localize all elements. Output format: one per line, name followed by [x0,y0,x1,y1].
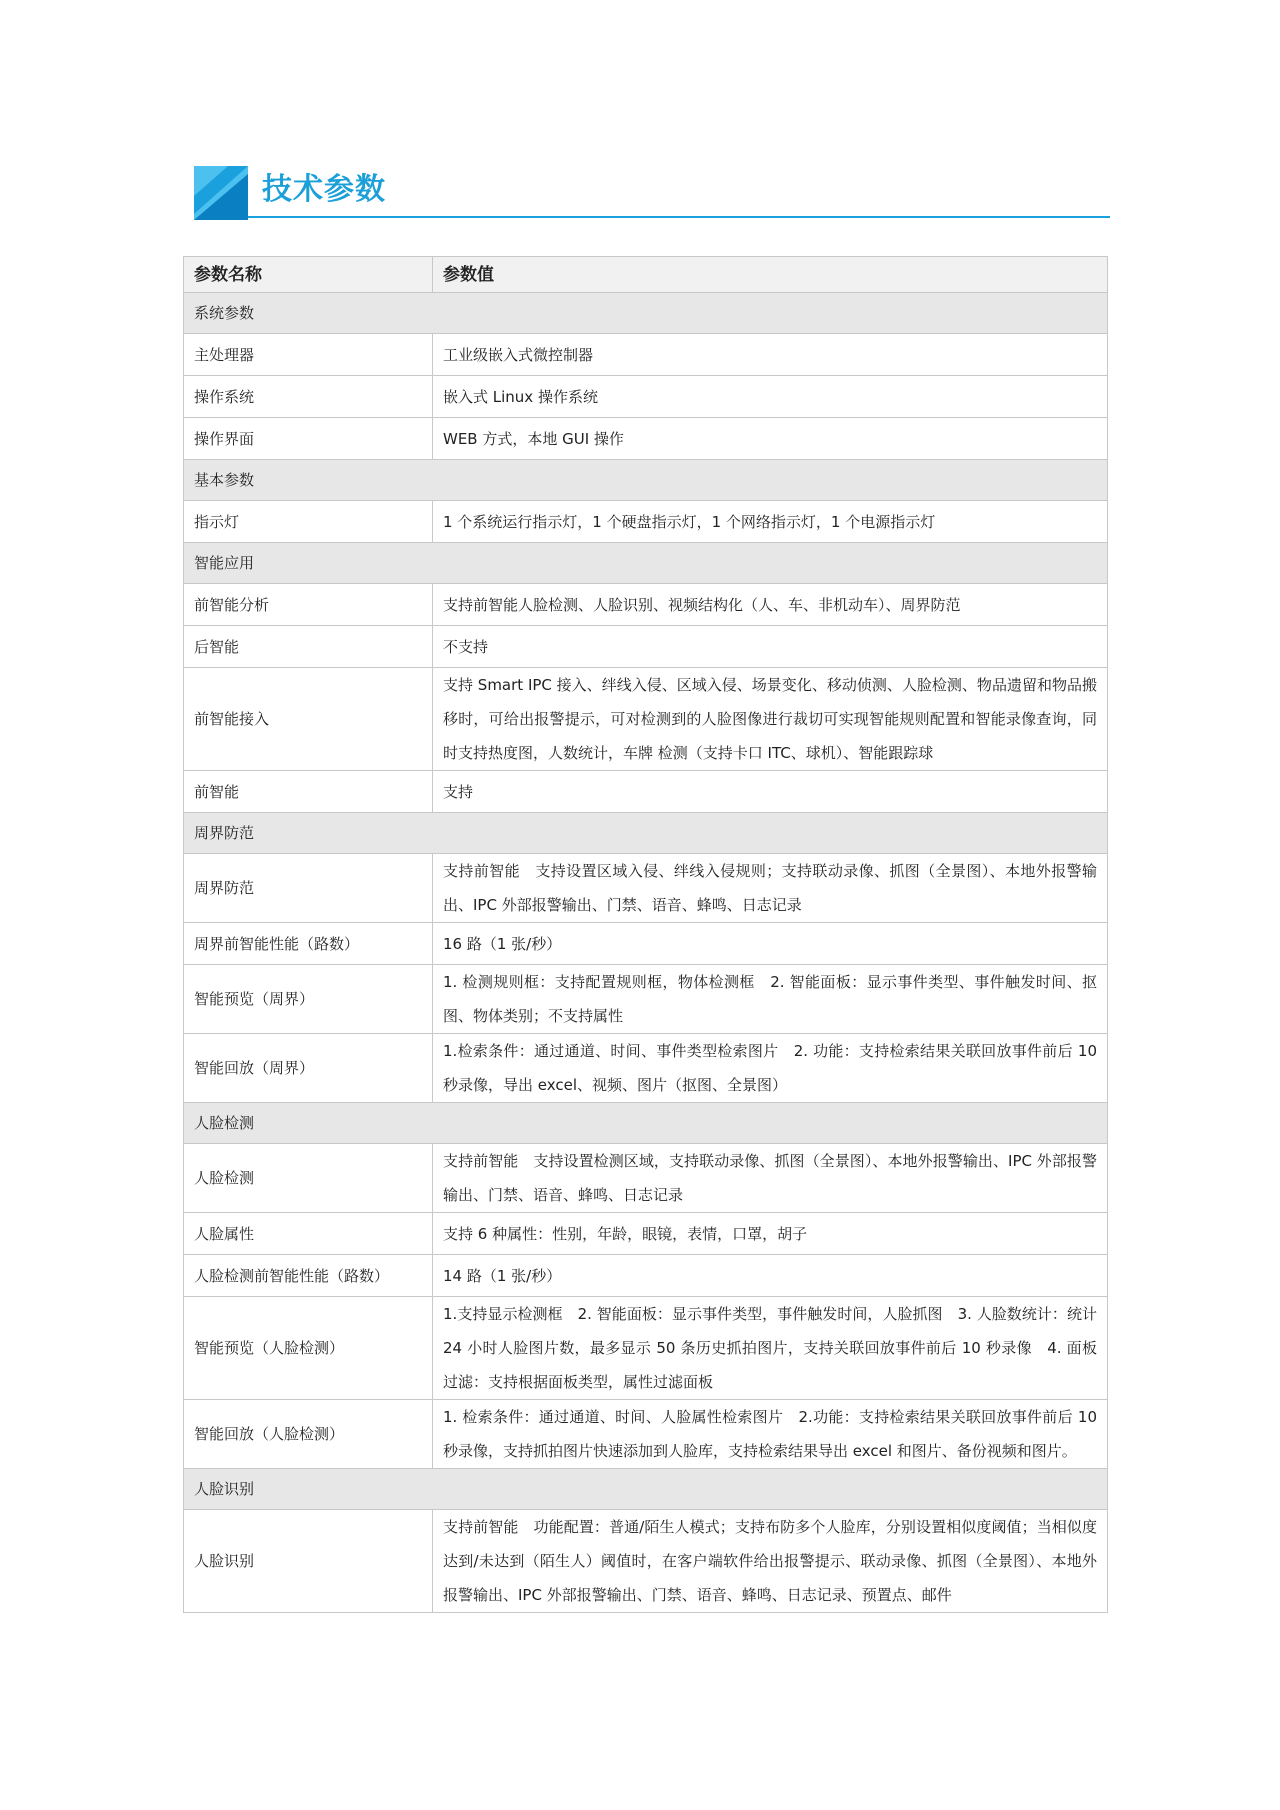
param-value: 1.支持显示检测框 2. 智能面板：显示事件类型，事件触发时间，人脸抓图 3. 人脸数统计：统计 24 小时人脸图片数，最多显示 50 条历史抓拍图片，支持关联回放事件前后 10 秒录像 4. 面板过滤：支持根据面板类型，属性过滤面板 [433,1297,1108,1400]
param-name: 前智能 [184,771,433,813]
param-name: 前智能接入 [184,668,433,771]
param-value: 支持 [433,771,1108,813]
section-row [184,460,1108,501]
param-value: 支持前智能人脸检测、人脸识别、视频结构化（人、车、非机动车）、周界防范 [433,584,1108,626]
param-name: 操作界面 [184,418,433,460]
param-name: 周界前智能性能（路数） [184,923,433,965]
column-header-value: 参数值 [433,257,1108,293]
table-row [184,668,1108,771]
param-name: 人脸检测前智能性能（路数） [184,1255,433,1297]
param-name: 后智能 [184,626,433,668]
table-row [184,1255,1108,1297]
param-name: 智能回放（周界） [184,1034,433,1103]
table-row [184,965,1108,1034]
param-name: 主处理器 [184,334,433,376]
param-value: WEB 方式，本地 GUI 操作 [433,418,1108,460]
section-row [184,543,1108,584]
param-value: 16 路（1 张/秒） [433,923,1108,965]
section-row [184,293,1108,334]
table-row [184,1213,1108,1255]
table-row [184,1510,1108,1613]
table-header-row [184,257,1108,293]
param-value: 嵌入式 Linux 操作系统 [433,376,1108,418]
param-name: 操作系统 [184,376,433,418]
cube-logo-icon [194,166,248,220]
param-value: 支持前智能 支持设置区域入侵、绊线入侵规则；支持联动录像、抓图（全景图）、本地外报警输出、IPC 外部报警输出、门禁、语音、蜂鸣、日志记录 [433,854,1108,923]
section-label: 人脸检测 [184,1103,1108,1144]
table-row [184,1297,1108,1400]
param-name: 前智能分析 [184,584,433,626]
param-name: 人脸属性 [184,1213,433,1255]
page-header [194,166,1110,220]
param-value: 1. 检测规则框：支持配置规则框，物体检测框 2. 智能面板：显示事件类型、事件触发时间、抠图、物体类别；不支持属性 [433,965,1108,1034]
param-value: 1. 检索条件：通过通道、时间、人脸属性检索图片 2.功能：支持检索结果关联回放事件前后 10 秒录像，支持抓拍图片快速添加到人脸库，支持检索结果导出 excel 和图片、备份视频和图片。 [433,1400,1108,1469]
param-value: 支持 Smart IPC 接入、绊线入侵、区域入侵、场景变化、移动侦测、人脸检测、物品遗留和物品搬移时，可给出报警提示，可对检测到的人脸图像进行裁切可实现智能规则配置和智能录像查询，同时支持热度图，人数统计，车牌 检测（支持卡口 ITC、球机）、智能跟踪球 [433,668,1108,771]
param-name: 周界防范 [184,854,433,923]
param-value: 支持前智能 功能配置：普通/陌生人模式；支持布防多个人脸库，分别设置相似度阈值；当相似度达到/未达到（陌生人）阈值时，在客户端软件给出报警提示、联动录像、抓图（全景图）、本地外报警输出、IPC 外部报警输出、门禁、语音、蜂鸣、日志记录、预置点、邮件 [433,1510,1108,1613]
table-row [184,501,1108,543]
param-value: 不支持 [433,626,1108,668]
table-row [184,626,1108,668]
param-value: 工业级嵌入式微控制器 [433,334,1108,376]
page-title: 技术参数 [262,172,386,207]
param-name: 智能预览（人脸检测） [184,1297,433,1400]
param-name: 人脸检测 [184,1144,433,1213]
param-name: 智能回放（人脸检测） [184,1400,433,1469]
table-row [184,771,1108,813]
section-label: 系统参数 [184,293,1108,334]
param-value: 1 个系统运行指示灯，1 个硬盘指示灯，1 个网络指示灯，1 个电源指示灯 [433,501,1108,543]
title-underline [248,216,1110,218]
table-row [184,923,1108,965]
table-body [184,293,1108,1613]
section-label: 人脸识别 [184,1469,1108,1510]
table-row [184,584,1108,626]
section-row [184,1469,1108,1510]
param-name: 智能预览（周界） [184,965,433,1034]
spec-table [183,256,1108,1613]
section-row [184,1103,1108,1144]
param-value: 1.检索条件：通过通道、时间、事件类型检索图片 2. 功能：支持检索结果关联回放事件前后 10 秒录像，导出 excel、视频、图片（抠图、全景图） [433,1034,1108,1103]
param-value: 14 路（1 张/秒） [433,1255,1108,1297]
column-header-name: 参数名称 [184,257,433,293]
table-row [184,1400,1108,1469]
section-label: 基本参数 [184,460,1108,501]
table-row [184,376,1108,418]
section-label: 周界防范 [184,813,1108,854]
table-row [184,854,1108,923]
param-value: 支持 6 种属性：性别，年龄，眼镜，表情，口罩，胡子 [433,1213,1108,1255]
section-label: 智能应用 [184,543,1108,584]
param-name: 人脸识别 [184,1510,433,1613]
table-row [184,418,1108,460]
section-row [184,813,1108,854]
table-row [184,334,1108,376]
param-value: 支持前智能 支持设置检测区域，支持联动录像、抓图（全景图）、本地外报警输出、IPC 外部报警输出、门禁、语音、蜂鸣、日志记录 [433,1144,1108,1213]
table-row [184,1144,1108,1213]
table-row [184,1034,1108,1103]
param-name: 指示灯 [184,501,433,543]
